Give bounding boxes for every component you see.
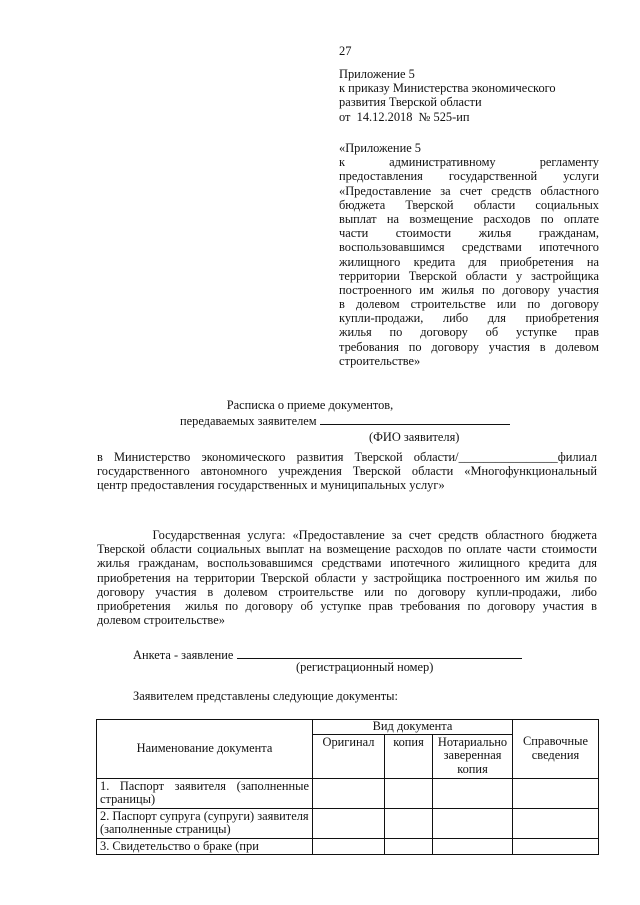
table-row — [97, 808, 599, 838]
annex-ref-line: воспользовавшимся средствами ипотечного — [339, 240, 599, 255]
annex-line: Приложение 5 — [339, 67, 415, 81]
service-line: долевом строительстве» — [97, 613, 225, 628]
copy-cell[interactable] — [385, 778, 433, 808]
anketa-label: Анкета - заявление — [133, 648, 234, 662]
service-line: договору участия в долевом строительстве или по договору купли-продажи, либо — [97, 584, 597, 599]
header-copy: копия — [385, 734, 433, 778]
service-line: жилья гражданам, воспользовавшимся средствами ипотечного жилищного кредита для — [97, 556, 597, 571]
copy-cell[interactable] — [385, 808, 433, 838]
annex-ref-line: построенного им жилья по договору участия — [339, 282, 599, 297]
annex-ref-line: «Предоставление за счет средств областного — [339, 183, 599, 198]
receipt-sub-label: передаваемых заявителем — [180, 414, 317, 428]
annex-ref-line: купли-продажи, либо для приобретения — [339, 311, 599, 326]
receipt-title: Расписка о приеме документов, — [226, 398, 394, 412]
annex-ref-line: бюджета Тверской области социальных — [339, 197, 599, 212]
original-cell[interactable] — [313, 778, 385, 808]
fio-caption: (ФИО заявителя) — [369, 430, 460, 444]
table-header-row — [97, 720, 599, 735]
service-line: приобретения жилья по договору об уступке прав требования по договору участия в — [97, 598, 597, 613]
annex-ref-line: выплат на возмещение расходов по оплате — [339, 211, 599, 226]
reference-cell[interactable] — [513, 838, 599, 855]
annex-ref-body — [339, 155, 599, 368]
ministry-line: центр предоставления государственных и муниципальных услуг» — [97, 478, 445, 493]
original-cell[interactable] — [313, 808, 385, 838]
receipt-applicant-line — [180, 413, 600, 428]
annex-ref-line: части стоимости жилья гражданам, — [339, 226, 599, 241]
annex-ref-title: «Приложение 5 — [339, 141, 421, 155]
notarized-cell[interactable] — [433, 808, 513, 838]
copy-cell[interactable] — [385, 838, 433, 855]
documents-intro: Заявителем представлены следующие документы: — [133, 689, 398, 703]
reference-cell[interactable] — [513, 808, 599, 838]
service-line: Государственная услуга: «Предоставление за счет средств областного бюджета — [97, 528, 597, 542]
document-name-cell: 1. Паспорт заявителя (заполненные страницы) — [97, 778, 313, 808]
annex-line: к приказу Министерства экономического — [339, 81, 556, 96]
header-reference-info: Справочные сведения — [513, 720, 599, 779]
header-document-type: Вид документа — [313, 720, 513, 735]
table-row — [97, 838, 599, 855]
annex-ref-line: требования по договору участия в долевом — [339, 339, 599, 354]
annex-ref-line: территории Тверской области у застройщика — [339, 268, 599, 283]
service-paragraph — [97, 528, 597, 627]
annex-ref-line: жилья по договору об уступке прав — [339, 325, 599, 340]
page-number: 27 — [339, 44, 352, 58]
annex-ref-line: строительстве» — [339, 353, 421, 368]
registration-caption: (регистрационный номер) — [296, 660, 434, 674]
original-cell[interactable] — [313, 838, 385, 855]
header-document-name: Наименование документа — [97, 720, 313, 779]
header-original: Оригинал — [313, 734, 385, 778]
annex-line: развития Тверской области — [339, 95, 482, 110]
annex-ref-line: жилищного кредита для приобретения на — [339, 254, 599, 269]
annex-line: от 14.12.2018 № 525-ип — [339, 109, 470, 124]
annex-ref-line: предоставления государственной услуги — [339, 169, 599, 184]
annex-5-header — [339, 67, 599, 124]
service-line: Тверской области социальных выплат на возмещение расходов по оплате части стоимости — [97, 542, 597, 557]
documents-table — [96, 719, 599, 855]
reference-cell[interactable] — [513, 778, 599, 808]
registration-number-blank[interactable] — [237, 647, 522, 659]
ministry-line: государственного автономного учреждения Тверской области «Многофункциональный — [97, 464, 597, 479]
applicant-fio-blank[interactable] — [320, 413, 510, 425]
ministry-line: в Министерство экономического развития Тверской области/________________филиал — [97, 450, 597, 464]
annex-ref-line: к административному регламенту — [339, 155, 599, 170]
service-line: приобретения на территории Тверской области у застройщика построенного им жилья по — [97, 570, 597, 585]
annex-ref-line: в долевом строительстве или по договору — [339, 297, 599, 312]
document-name-cell: 2. Паспорт супруга (супруги) заявителя (заполненные страницы) — [97, 808, 313, 838]
ministry-paragraph — [97, 450, 597, 493]
table-row — [97, 778, 599, 808]
header-notarized-copy: Нотариально заверенная копия — [433, 734, 513, 778]
document-name-cell: 3. Свидетельство о браке (при — [97, 838, 313, 855]
notarized-cell[interactable] — [433, 778, 513, 808]
annex-reference-block — [339, 141, 599, 368]
notarized-cell[interactable] — [433, 838, 513, 855]
